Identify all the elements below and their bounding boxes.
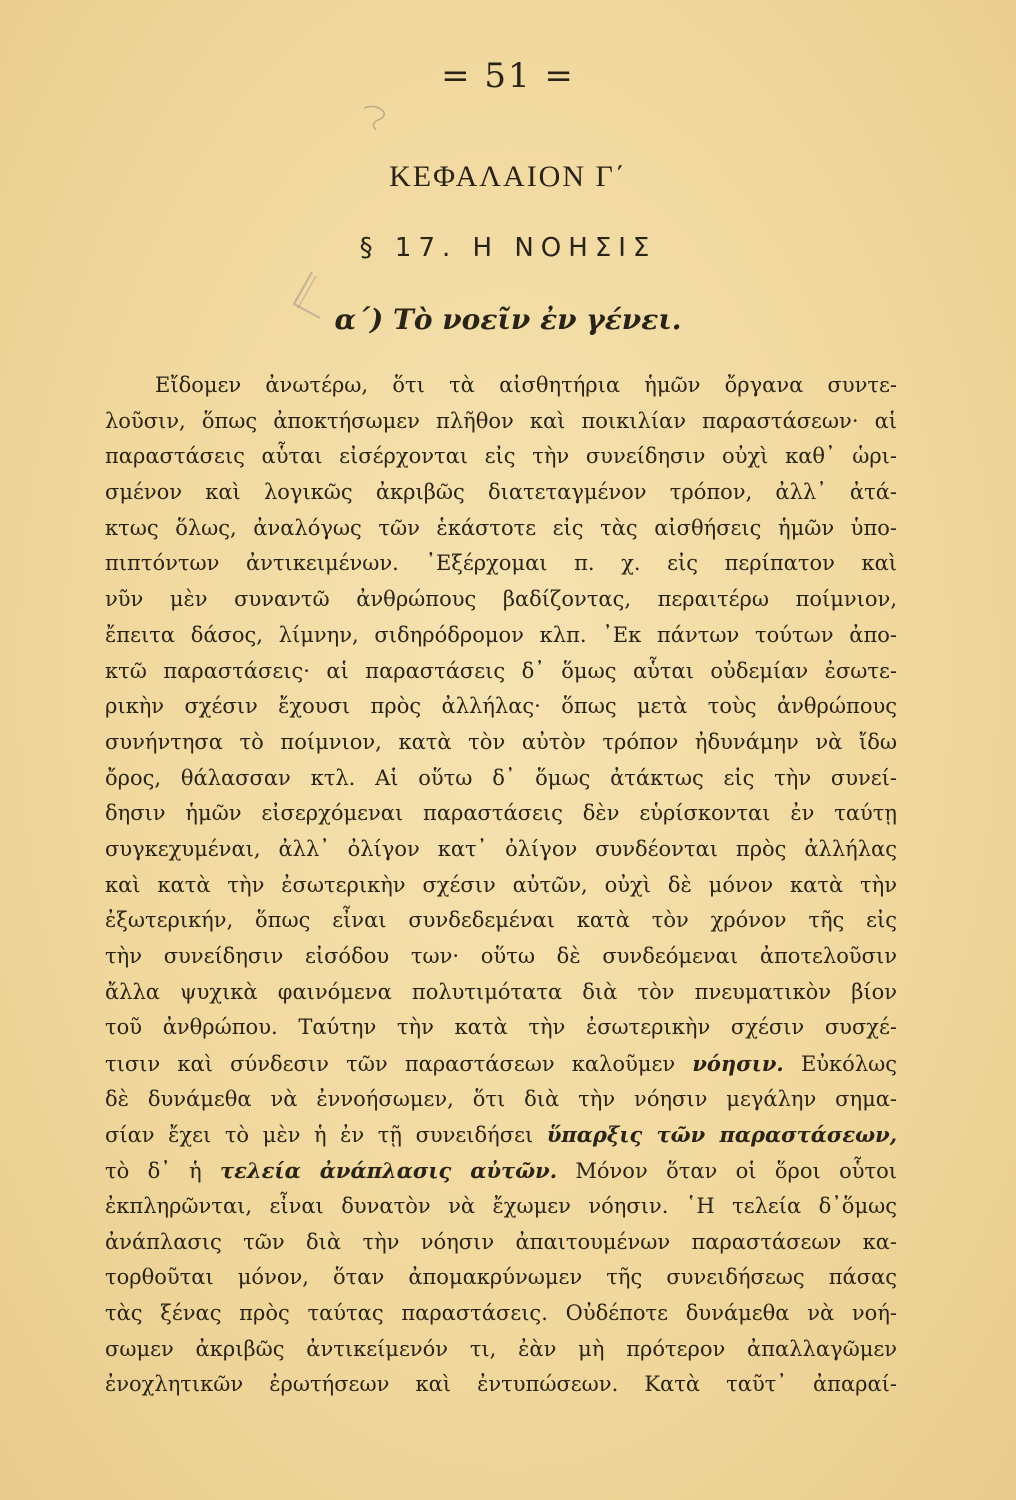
line-text: Εὐκόλως [783, 1052, 898, 1077]
emphasized-term: ὕπαρξις τῶν παραστάσεων, [546, 1122, 897, 1148]
body-paragraph [105, 368, 897, 1403]
text-line: νῦν μὲν συναντῶ ἀνθρώπους βαδίζοντας, περαιτέρω ποίμνιον, [105, 587, 897, 612]
line-text: σίαν ἔχει τὸ μὲν ἡ ἐν τῇ συνειδήσει [105, 1123, 547, 1148]
text-line: σμένον καὶ λογικῶς ἀκριβῶς διατεταγμένον τρόπον, ἀλλ᾿ ἀτά- [105, 480, 897, 505]
text-line: πιπτόντων ἀντικειμένων. ᾿Εξέρχομαι π. χ. εἰς περίπατον καὶ [105, 551, 897, 576]
text-line-emphasis [105, 1046, 897, 1082]
line-text: Μόνον ὅταν οἱ ὅροι οὗτοι [557, 1159, 897, 1184]
emphasized-term: τελεία ἀνάπλασις αὐτῶν. [220, 1158, 558, 1184]
text-line: τορθοῦται μόνον, ὅταν ἀπομακρύνωμεν τῆς συνειδήσεως πάσας [105, 1265, 897, 1290]
section-heading: § 17. Η ΝΟΗΣΙΣ [359, 233, 657, 263]
text-line: τοῦ ἀνθρώπου. Ταύτην τὴν κατὰ τὴν ἐσωτερικὴν σχέσιν συσχέ- [105, 1015, 897, 1040]
emphasized-term: νόησιν. [692, 1051, 784, 1077]
text-line: ρικὴν σχέσιν ἔχουσι πρὸς ἀλλήλας· ὅπως μετὰ τοὺς ἀνθρώπους [105, 694, 897, 719]
text-line: καὶ κατὰ τὴν ἐσωτερικὴν σχέσιν αὐτῶν, οὐχὶ δὲ μόνον κατὰ τὴν [105, 872, 897, 897]
text-line: παραστάσεις αὗται εἰσέρχονται εἰς τὴν συνείδησιν οὐχὶ καθ᾿ ὡρι- [105, 444, 897, 469]
subsection-heading: α΄) Τὸ νοεῖν ἐν γένει. [334, 303, 682, 336]
text-line: συγκεχυμέναι, ἀλλ᾿ ὀλίγον κατ᾿ ὀλίγον συνδέονται πρὸς ἀλλήλας [105, 836, 897, 861]
line-text: τὸ δ᾿ ἡ [105, 1159, 221, 1184]
chapter-title: ΚΕΦΑΛΑΙΟΝ Γ΄ [389, 160, 627, 193]
text-line: σωμεν ἀκριβῶς ἀντικείμενόν τι, ἐὰν μὴ πρότερον ἀπαλλαγῶμεν [105, 1336, 897, 1361]
text-line-emphasis [105, 1117, 897, 1153]
text-line: ἄλλα ψυχικὰ φαινόμενα πολυτιμότατα διὰ τὸν πνευματικὸν βίον [105, 979, 897, 1004]
text-line: δησιν ἡμῶν εἰσερχόμεναι παραστάσεις δὲν εὑρίσκονται ἐν ταύτῃ [105, 801, 897, 826]
text-line: κτῶ παραστάσεις· αἱ παραστάσεις δ᾿ ὅμως αὗται οὐδεμίαν ἐσωτε- [105, 658, 897, 683]
text-line-emphasis [105, 1153, 897, 1189]
text-line: συνήντησα τὸ ποίμνιον, κατὰ τὸν αὐτὸν τρόπον ἠδυνάμην νὰ ἴδω [105, 729, 897, 754]
text-line: Εἴδομεν ἀνωτέρω, ὅτι τὰ αἰσθητήρια ἡμῶν ὄργανα συντε- [155, 373, 897, 397]
ink-smudge-mark [356, 100, 396, 140]
text-line: ἐξωτερικήν, ὅπως εἶναι συνδεδεμέναι κατὰ τὸν χρόνον τῆς εἰς [105, 908, 897, 933]
text-line: λοῦσιν, ὅπως ἀποκτήσωμεν πλῆθον καὶ ποικιλίαν παραστάσεων· αἱ [105, 408, 897, 433]
text-line: ἔπειτα δάσος, λίμνην, σιδηρόδρομον κλπ. ᾿Εκ πάντων τούτων ἀπο- [105, 622, 897, 647]
text-line: τὴν συνείδησιν εἰσόδου των· οὕτω δὲ συνδεόμεναι ἀποτελοῦσιν [105, 944, 897, 968]
text-line: δὲ δυνάμεθα νὰ ἐννοήσωμεν, ὅτι διὰ τὴν νόησιν μεγάλην σημα- [105, 1086, 897, 1111]
text-line: ὄρος, θάλασσαν κτλ. Αἱ οὕτω δ᾿ ὅμως ἀτάκτως εἰς τὴν συνεί- [105, 765, 897, 790]
page-number: = 51 = [441, 56, 575, 96]
text-line: ἀνάπλασις τῶν διὰ τὴν νόησιν ἀπαιτουμένων παραστάσεων κα- [105, 1229, 897, 1254]
text-line: τὰς ξένας πρὸς ταύτας παραστάσεις. Οὐδέποτε δυνάμεθα νὰ νοή- [105, 1300, 897, 1325]
text-line: ἐκπληρῶνται, εἶναι δυνατὸν νὰ ἔχωμεν νόησιν. ῾Η τελεία δ᾿ὅμως [105, 1193, 897, 1218]
line-text: τισιν καὶ σύνδεσιν τῶν παραστάσεων καλοῦμεν [105, 1052, 693, 1077]
text-line: κτως ὅλως, ἀναλόγως τῶν ἑκάστοτε εἰς τὰς αἰσθήσεις ἡμῶν ὑπο- [105, 515, 897, 540]
text-line: ἐνοχλητικῶν ἐρωτήσεων καὶ ἐντυπώσεων. Κατὰ ταῦτ᾿ ἀπαραί- [105, 1372, 897, 1397]
